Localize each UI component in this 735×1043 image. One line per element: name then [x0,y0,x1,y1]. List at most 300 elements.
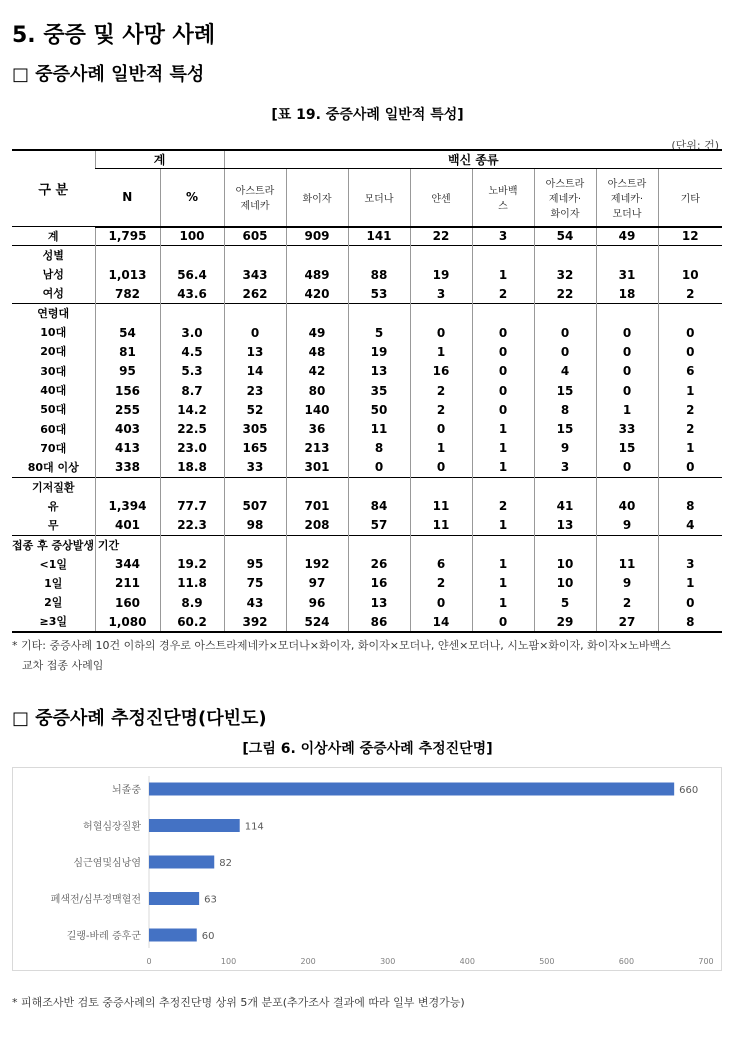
table-cell: 1,080 [95,612,160,631]
table-footnote [12,636,671,676]
header-vaccine-line: 기타 [680,193,700,205]
table-cell: 3 [410,284,472,303]
table-row [12,574,722,593]
empty-cell [286,477,348,496]
table-cell: 19.2 [160,555,224,574]
table-cell: 782 [95,284,160,303]
table-cell: 35 [348,381,410,400]
row-label: 10대 [40,326,67,340]
data-label: 63 [204,894,217,906]
table-cell: 31 [596,265,658,284]
empty-cell [596,246,658,265]
table-footnote-line: * 기타: 중증사례 10건 이하의 경우로 아스트라제네카×모더나×화이자, 화이자×모더나, 얀센×모더나, 시노팜×화이자, 화이자×노바백스 [12,639,671,652]
table-row [12,323,722,342]
table-cell: 14 [410,612,472,631]
table-cell: 43 [224,593,286,612]
empty-cell [658,246,722,265]
empty-cell [658,535,722,554]
table-cell: 165 [224,439,286,458]
tick-label: 0 [146,957,152,966]
table-cell: 192 [286,555,348,574]
table-cell: 11 [410,516,472,535]
table-cell: 1 [658,381,722,400]
table-row [12,419,722,438]
table-cell: 33 [596,419,658,438]
table-cell: 49 [596,227,658,246]
table-cell: 8 [658,612,722,631]
empty-cell [160,246,224,265]
data-label: 114 [244,821,264,833]
table-cell: 2 [410,400,472,419]
table-cell: 84 [348,497,410,516]
empty-cell [472,246,534,265]
table-cell: 13 [348,593,410,612]
empty-cell [348,304,410,323]
header-vaccine [596,169,658,227]
row-label: ≥3일 [12,612,95,631]
table-cell: 403 [95,419,160,438]
table-cell: 4 [534,362,596,381]
row-label: 70대 [40,441,67,455]
table-cell: 36 [286,419,348,438]
table-cell: 100 [160,227,224,246]
table-cell: 0 [472,323,534,342]
table-cell: 14.2 [160,400,224,419]
tick-label: 200 [300,957,316,966]
row-label: 계 [47,229,59,243]
table-cell: 701 [286,497,348,516]
table-cell: 0 [410,419,472,438]
table-cell: 40 [596,497,658,516]
empty-cell [596,477,658,496]
table-row [12,362,722,381]
table-cell: 1,013 [95,265,160,284]
table-cell: 88 [348,265,410,284]
table-cell: 8 [348,439,410,458]
header-vaccine-line: 스 [498,201,508,213]
table-cell: 16 [348,574,410,593]
header-vaccine-line: 얀센 [431,193,451,205]
row-label: 50대 [40,403,67,417]
table-cell: 9 [534,439,596,458]
table-cell: 0 [534,342,596,361]
table-section-row [12,477,722,496]
table-cell: 0 [596,342,658,361]
header-pct: % [160,169,224,227]
table-cell: 4.5 [160,342,224,361]
table-cell: 11.8 [160,574,224,593]
table-cell: 909 [286,227,348,246]
table-cell: 0 [410,593,472,612]
table-cell: 50 [348,400,410,419]
empty-cell [472,535,534,554]
table-cell: 14 [224,362,286,381]
table-cell: 338 [95,458,160,477]
table-cell: 22.5 [160,419,224,438]
table-cell: 53 [348,284,410,303]
table-cell: 1 [472,265,534,284]
table-cell: 15 [596,439,658,458]
table-cell: 1 [472,419,534,438]
section-label: 접종 후 증상발생 기간 [12,535,95,554]
empty-cell [286,246,348,265]
table-cell: 2 [596,593,658,612]
figure-caption: [그림 6. 이상사례 중증사례 추정진단명] [242,741,493,757]
empty-cell [224,304,286,323]
table-cell: 26 [348,555,410,574]
table-cell: 1 [472,516,534,535]
table-cell: 48 [286,342,348,361]
bar [149,856,214,869]
table-cell: 343 [224,265,286,284]
header-vaccine [658,169,722,227]
table-cell: 5.3 [160,362,224,381]
table-cell: 42 [286,362,348,381]
table-cell: 0 [410,458,472,477]
table-row [12,265,722,284]
table-cell: 2 [472,497,534,516]
table-cell: 413 [95,439,160,458]
table-cell: 81 [95,342,160,361]
header-vaccine-line: 제네카 [240,201,270,213]
row-label: 유 [47,499,59,513]
empty-cell [224,246,286,265]
table-cell: 392 [224,612,286,631]
header-vaccine-line: 노바백 [488,186,518,198]
table-cell: 52 [224,400,286,419]
row-label: 60대 [40,422,67,436]
table-cell: 2 [658,400,722,419]
header-vaccine-line: 아스트라 [545,178,585,190]
table-cell: 0 [596,362,658,381]
header-category: 구 분 [12,150,95,227]
table-cell: 18.8 [160,458,224,477]
empty-cell [348,535,410,554]
table-cell: 524 [286,612,348,631]
tick-label: 500 [539,957,555,966]
table-cell: 80 [286,381,348,400]
empty-cell [472,304,534,323]
tick-label: 300 [380,957,396,966]
unit-label: (단위: 건) [671,139,719,152]
table-cell: 11 [348,419,410,438]
empty-cell [534,304,596,323]
table-cell: 9 [596,516,658,535]
header-vaccine-line: 제네카· [548,193,582,205]
header-vaccine [472,169,534,227]
subsection-title-general: □ 중증사례 일반적 특성 [12,64,205,85]
category-label: 허혈심장질환 [83,821,141,833]
empty-cell [160,477,224,496]
table-cell: 54 [95,323,160,342]
table-row [12,555,722,574]
table-cell: 262 [224,284,286,303]
table-section-row [12,304,722,323]
header-vaccine-line: 아스트라 [607,178,647,190]
table-cell: 0 [472,381,534,400]
table-cell: 0 [472,342,534,361]
table-cell: 2 [658,419,722,438]
table-cell: 15 [534,381,596,400]
empty-cell [596,304,658,323]
table-cell: 255 [95,400,160,419]
table-row [12,400,722,419]
table-section-row [12,535,722,554]
bar [149,783,674,796]
tick-label: 100 [220,957,237,966]
category-label: 길랭-바레 증후군 [66,931,141,942]
table-cell: 1 [410,342,472,361]
table-cell: 3 [534,458,596,477]
table-cell: 141 [348,227,410,246]
table-cell: 344 [95,555,160,574]
table-cell: 23 [224,381,286,400]
table-cell: 1 [410,439,472,458]
table-cell: 11 [410,497,472,516]
empty-cell [348,477,410,496]
table-cell: 211 [95,574,160,593]
table-cell: 16 [410,362,472,381]
table-cell: 0 [658,323,722,342]
table-cell: 0 [596,458,658,477]
empty-cell [160,535,224,554]
row-label: 1일 [44,576,63,590]
table-cell: 160 [95,593,160,612]
diagnosis-bar-chart [13,768,721,970]
empty-cell [596,535,658,554]
row-label: 2일 [44,596,63,610]
table-cell: 13 [534,516,596,535]
table-cell: 97 [286,574,348,593]
table-cell: 5 [534,593,596,612]
table-cell: 0 [472,612,534,631]
table-cell: 8.9 [160,593,224,612]
table-cell: 2 [410,381,472,400]
empty-cell [160,304,224,323]
row-label: 무 [47,518,59,532]
tick-label: 600 [618,957,635,966]
table-cell: 11 [596,555,658,574]
table-row [12,227,722,246]
table-cell: 3 [472,227,534,246]
table-cell: 13 [348,362,410,381]
table-cell: 22 [534,284,596,303]
header-vaccine [534,169,596,227]
data-label: 82 [219,858,232,869]
table-cell: 96 [286,593,348,612]
category-label: 폐색전/심부정맥혈전 [50,894,141,906]
table-cell: 32 [534,265,596,284]
table-cell: 29 [534,612,596,631]
header-vaccine-line: 모더나 [364,193,394,205]
table-cell: 0 [472,362,534,381]
table-cell: 0 [658,593,722,612]
table-cell: 401 [95,516,160,535]
category-label: 뇌졸중 [112,785,141,796]
table-cell: 10 [534,574,596,593]
row-label: 여성 [42,287,64,301]
table-cell: 98 [224,516,286,535]
table-cell: 18 [596,284,658,303]
table-cell: 1 [472,439,534,458]
table-cell: 0 [658,458,722,477]
header-total-group: 계 [95,150,224,169]
empty-cell [472,477,534,496]
empty-cell [658,477,722,496]
table-row [12,439,722,458]
empty-cell [95,304,160,323]
table-cell: 0 [472,400,534,419]
empty-cell [224,477,286,496]
table-row [12,497,722,516]
empty-cell [410,535,472,554]
table-cell: 15 [534,419,596,438]
header-vaccine [286,169,348,227]
empty-cell [348,246,410,265]
table-cell: 2 [410,574,472,593]
table-cell: 95 [95,362,160,381]
table-cell: 10 [534,555,596,574]
empty-cell [534,246,596,265]
table-cell: 1 [658,439,722,458]
table-cell: 10 [658,265,722,284]
table-cell: 6 [658,362,722,381]
table-cell: 27 [596,612,658,631]
table-row [12,593,722,612]
table-cell: 19 [410,265,472,284]
header-vaccine [348,169,410,227]
table-cell: 4 [658,516,722,535]
section-label: 연령대 [12,304,95,323]
diagnosis-chart-frame [12,767,722,971]
empty-cell [286,535,348,554]
table-caption: [표 19. 중증사례 일반적 특성] [271,107,464,123]
table-cell: 19 [348,342,410,361]
empty-cell [658,304,722,323]
table-cell: 1 [472,593,534,612]
table-cell: 54 [534,227,596,246]
table-row [12,284,722,303]
empty-cell [534,535,596,554]
tick-label: 400 [459,957,475,966]
table-cell: 1,394 [95,497,160,516]
tick-label: 700 [698,957,714,966]
table-row [12,342,722,361]
bar [149,892,199,905]
table-cell: 140 [286,400,348,419]
table-cell: 0 [410,323,472,342]
section-label: 성별 [12,246,95,265]
table-cell: 95 [224,555,286,574]
table-cell: 49 [286,323,348,342]
table-footnote-line: 교차 접종 사례임 [22,659,104,672]
table-row [12,612,722,631]
bar [149,819,240,832]
table-cell: 489 [286,265,348,284]
table-cell: 301 [286,458,348,477]
figure-footnote: * 피해조사반 검토 중증사례의 추정진단명 상위 5개 분포(추가조사 결과에 따라 일부 변경가능) [12,996,465,1009]
header-vaccine-group: 백신 종류 [224,150,722,169]
row-label: <1일 [39,557,67,571]
table-cell: 22 [410,227,472,246]
empty-cell [95,246,160,265]
table-cell: 2 [658,284,722,303]
row-label: 30대 [40,364,67,378]
header-vaccine-line: 화이자 [550,208,580,220]
table-cell: 77.7 [160,497,224,516]
table-cell: 22.3 [160,516,224,535]
table-cell: 33 [224,458,286,477]
row-label: 20대 [40,345,67,359]
section-label: 기저질환 [12,477,95,496]
table-cell: 5 [348,323,410,342]
table-cell: 1 [658,574,722,593]
table-cell: 156 [95,381,160,400]
table-cell: 605 [224,227,286,246]
table-cell: 6 [410,555,472,574]
severe-cases-table [12,149,722,633]
table-cell: 208 [286,516,348,535]
table-cell: 2 [472,284,534,303]
empty-cell [410,477,472,496]
table-cell: 86 [348,612,410,631]
bar [149,929,197,942]
table-cell: 23.0 [160,439,224,458]
table-cell: 420 [286,284,348,303]
empty-cell [286,304,348,323]
table-cell: 9 [596,574,658,593]
data-label: 660 [679,785,699,796]
table-cell: 3.0 [160,323,224,342]
table-cell: 8.7 [160,381,224,400]
table-cell: 8 [658,497,722,516]
table-cell: 3 [658,555,722,574]
table-cell: 41 [534,497,596,516]
table-cell: 0 [658,342,722,361]
table-row [12,381,722,400]
header-vaccine-line: 모더나 [612,208,642,220]
table-cell: 305 [224,419,286,438]
section-title: 5. 중증 및 사망 사례 [12,23,216,48]
table-cell: 0 [534,323,596,342]
table-cell: 1 [472,458,534,477]
table-section-row [12,246,722,265]
table-cell: 43.6 [160,284,224,303]
subsection-title-diagnosis: □ 중증사례 추정진단명(다빈도) [12,708,267,729]
row-label: 80대 이상 [27,460,79,474]
table-cell: 1 [596,400,658,419]
header-vaccine-line: 제네카· [610,193,644,205]
table-cell: 0 [596,323,658,342]
table-cell: 13 [224,342,286,361]
category-label: 심근염및심낭염 [73,858,141,869]
table-cell: 213 [286,439,348,458]
table-cell: 0 [348,458,410,477]
row-label: 남성 [42,268,64,282]
table-row [12,516,722,535]
table-cell: 507 [224,497,286,516]
table-cell: 1,795 [95,227,160,246]
header-vaccine-line: 아스트라 [235,186,275,198]
empty-cell [410,246,472,265]
table-cell: 1 [472,555,534,574]
empty-cell [224,535,286,554]
header-vaccine-line: 화이자 [302,193,332,205]
empty-cell [95,477,160,496]
table-cell: 75 [224,574,286,593]
empty-cell [534,477,596,496]
table-cell: 57 [348,516,410,535]
